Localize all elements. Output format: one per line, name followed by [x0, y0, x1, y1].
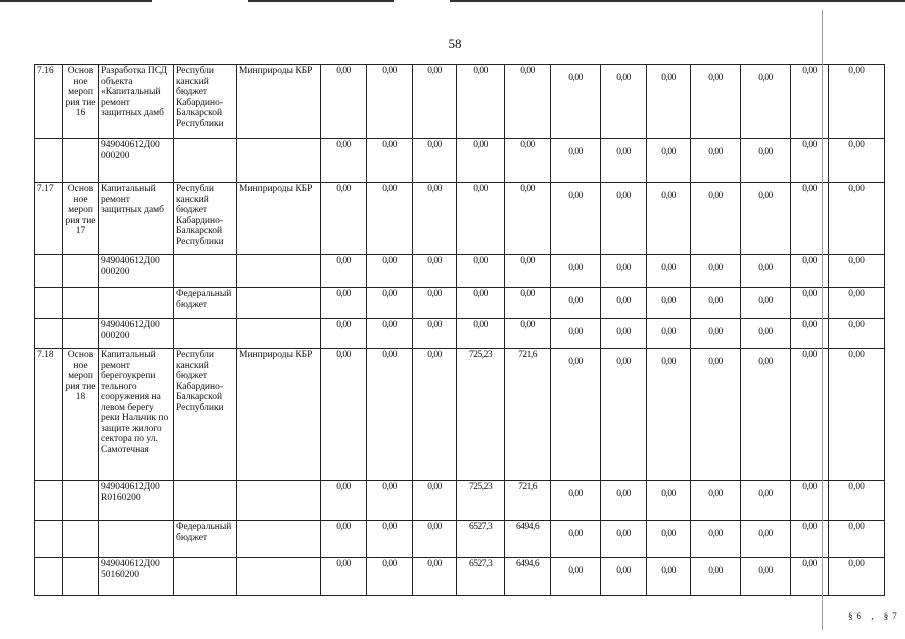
value-cell: 0,00: [601, 183, 647, 255]
value-cell: 0,00: [741, 319, 791, 349]
value-cell: 0,00: [321, 349, 367, 481]
value-cell: 0,00: [457, 288, 505, 319]
value-cell: 6527,3: [457, 558, 505, 596]
value-cell: 0,00: [791, 521, 829, 558]
value-cell: 0,00: [647, 183, 691, 255]
funding-source: Федеральный бюджет: [174, 288, 237, 319]
event-type: [63, 521, 99, 558]
value-cell: 0,00: [505, 139, 551, 183]
value-cell: 6494,6: [505, 558, 551, 596]
value-cell-last: 0,00: [829, 288, 885, 319]
funding-source: Республи канский бюджет Кабардино-Балкарской Республики: [174, 65, 237, 139]
funding-source: [174, 255, 237, 288]
value-cell: 0,00: [691, 558, 741, 596]
value-cell: 0,00: [367, 558, 413, 596]
value-cell: 0,00: [457, 255, 505, 288]
value-cell: 0,00: [551, 288, 601, 319]
value-cell: 0,00: [413, 521, 457, 558]
row-number: 7.17: [35, 183, 63, 255]
value-cell: 0,00: [367, 319, 413, 349]
row-number: [35, 139, 63, 183]
event-type: Основ ное мероп рия тие 17: [63, 183, 99, 255]
executor: [237, 481, 321, 521]
event-type: [63, 288, 99, 319]
value-cell: 721,6: [505, 349, 551, 481]
row-number: 7.18: [35, 349, 63, 481]
table-row: [35, 319, 885, 349]
value-cell: 0,00: [367, 521, 413, 558]
top-rule-left: [0, 0, 152, 2]
value-cell: 0,00: [601, 65, 647, 139]
value-cell: 0,00: [791, 288, 829, 319]
value-cell: 0,00: [647, 288, 691, 319]
table-row: [35, 65, 885, 139]
value-cell: 0,00: [741, 349, 791, 481]
value-cell: 0,00: [791, 558, 829, 596]
value-cell: 0,00: [691, 65, 741, 139]
value-cell: 0,00: [741, 65, 791, 139]
value-cell: 0,00: [505, 255, 551, 288]
event-name: Капитальный ремонт защитных дамб: [99, 183, 174, 255]
value-cell: 0,00: [601, 288, 647, 319]
value-cell: 0,00: [413, 349, 457, 481]
value-cell: 0,00: [367, 349, 413, 481]
value-cell: 0,00: [647, 255, 691, 288]
event-name: 949040612Д00 000200: [99, 319, 174, 349]
value-cell: 0,00: [691, 349, 741, 481]
event-name: 949040612Д00 000200: [99, 139, 174, 183]
program-table: [34, 64, 885, 596]
event-type: [63, 481, 99, 521]
table-row: [35, 481, 885, 521]
event-name: 949040612Д00 000200: [99, 255, 174, 288]
executor: [237, 558, 321, 596]
value-cell-last: 0,00: [829, 558, 885, 596]
value-cell: 0,00: [551, 481, 601, 521]
value-cell-last: 0,00: [829, 521, 885, 558]
value-cell: 0,00: [647, 319, 691, 349]
executor: [237, 139, 321, 183]
row-number: [35, 255, 63, 288]
value-cell: 0,00: [321, 319, 367, 349]
executor: [237, 255, 321, 288]
event-name: 949040612Д00 R0160200: [99, 481, 174, 521]
value-cell: 0,00: [505, 183, 551, 255]
value-cell: 6494,6: [505, 521, 551, 558]
value-cell-last: 0,00: [829, 139, 885, 183]
value-cell: 721,6: [505, 481, 551, 521]
value-cell: 0,00: [551, 183, 601, 255]
margin-line: [822, 10, 823, 630]
row-number: [35, 481, 63, 521]
table-row: [35, 288, 885, 319]
value-cell: 0,00: [791, 319, 829, 349]
event-type: [63, 319, 99, 349]
value-cell: 0,00: [551, 558, 601, 596]
value-cell: 725,23: [457, 349, 505, 481]
top-rule-right: [450, 0, 905, 2]
value-cell: 0,00: [647, 521, 691, 558]
value-cell: 0,00: [647, 139, 691, 183]
value-cell: 0,00: [413, 481, 457, 521]
value-cell: 0,00: [505, 288, 551, 319]
value-cell: 0,00: [601, 521, 647, 558]
row-number: [35, 521, 63, 558]
value-cell: 0,00: [691, 288, 741, 319]
footer-marks: §6 , §7: [848, 611, 901, 621]
funding-source: [174, 139, 237, 183]
value-cell: 0,00: [791, 349, 829, 481]
value-cell: 0,00: [321, 183, 367, 255]
row-number: [35, 319, 63, 349]
event-name: Капитальный ремонт берегоукрепи тельного сооружения на левом берегу реки Нальчик по защите жилого сектора по ул. Самотечная: [99, 349, 174, 481]
value-cell: 0,00: [741, 183, 791, 255]
value-cell: 0,00: [413, 319, 457, 349]
value-cell: 0,00: [791, 139, 829, 183]
value-cell: 0,00: [367, 481, 413, 521]
executor: [237, 521, 321, 558]
value-cell-last: 0,00: [829, 183, 885, 255]
value-cell: 0,00: [413, 183, 457, 255]
event-name: [99, 288, 174, 319]
value-cell: 0,00: [791, 255, 829, 288]
page-number: 58: [448, 36, 462, 51]
value-cell: 0,00: [647, 349, 691, 481]
event-name: Разработка ПСД объекта «Капитальный ремонт защитных дамб: [99, 65, 174, 139]
value-cell: 0,00: [691, 183, 741, 255]
value-cell: 0,00: [367, 139, 413, 183]
event-type: [63, 255, 99, 288]
value-cell: 0,00: [321, 558, 367, 596]
funding-source: Республи канский бюджет Кабардино-Балкарской Республики: [174, 183, 237, 255]
value-cell: 0,00: [551, 349, 601, 481]
value-cell: 0,00: [601, 349, 647, 481]
value-cell: 0,00: [741, 288, 791, 319]
value-cell: 0,00: [457, 139, 505, 183]
value-cell: 0,00: [551, 319, 601, 349]
executor: [237, 319, 321, 349]
value-cell: 0,00: [505, 65, 551, 139]
event-type: Основ ное мероп рия тие 18: [63, 349, 99, 481]
event-type: [63, 139, 99, 183]
value-cell: 0,00: [647, 558, 691, 596]
row-number: 7.16: [35, 65, 63, 139]
row-number: [35, 288, 63, 319]
value-cell: 0,00: [413, 139, 457, 183]
value-cell: 0,00: [321, 521, 367, 558]
value-cell: 0,00: [601, 255, 647, 288]
value-cell: 0,00: [741, 139, 791, 183]
value-cell: 0,00: [741, 255, 791, 288]
value-cell: 0,00: [647, 481, 691, 521]
value-cell: 0,00: [551, 65, 601, 139]
value-cell: 0,00: [601, 481, 647, 521]
event-name: 949040612Д00 50160200: [99, 558, 174, 596]
table-row: [35, 558, 885, 596]
value-cell: 0,00: [457, 65, 505, 139]
value-cell: 0,00: [647, 65, 691, 139]
value-cell-last: 0,00: [829, 319, 885, 349]
value-cell: 0,00: [321, 481, 367, 521]
value-cell: 0,00: [551, 139, 601, 183]
value-cell: 0,00: [321, 139, 367, 183]
value-cell: 0,00: [551, 521, 601, 558]
value-cell: 0,00: [367, 288, 413, 319]
funding-source: Республи канский бюджет Кабардино-Балкарской Республики: [174, 349, 237, 481]
funding-source: [174, 319, 237, 349]
event-type: Основ ное мероп рия тие 16: [63, 65, 99, 139]
event-type: [63, 558, 99, 596]
value-cell: 0,00: [321, 255, 367, 288]
value-cell: 0,00: [791, 183, 829, 255]
value-cell: 0,00: [691, 139, 741, 183]
executor: Минприроды КБР: [237, 183, 321, 255]
value-cell-last: 0,00: [829, 349, 885, 481]
table-body: [35, 65, 885, 596]
value-cell: 0,00: [457, 319, 505, 349]
value-cell: 0,00: [791, 481, 829, 521]
value-cell: 0,00: [413, 558, 457, 596]
executor: Минприроды КБР: [237, 349, 321, 481]
event-name: [99, 521, 174, 558]
value-cell: 0,00: [321, 65, 367, 139]
value-cell: 0,00: [413, 65, 457, 139]
value-cell: 0,00: [601, 139, 647, 183]
funding-source: [174, 481, 237, 521]
value-cell: 725,23: [457, 481, 505, 521]
value-cell: 0,00: [691, 255, 741, 288]
top-rule-middle: [248, 0, 394, 2]
executor: Минприроды КБР: [237, 65, 321, 139]
value-cell: 0,00: [601, 319, 647, 349]
value-cell: 0,00: [691, 481, 741, 521]
value-cell: 0,00: [741, 521, 791, 558]
value-cell: 0,00: [413, 288, 457, 319]
row-number: [35, 558, 63, 596]
value-cell: 0,00: [551, 255, 601, 288]
value-cell: 0,00: [691, 319, 741, 349]
value-cell: 0,00: [321, 288, 367, 319]
value-cell: 0,00: [601, 558, 647, 596]
value-cell: 0,00: [791, 65, 829, 139]
funding-source: Федеральный бюджет: [174, 521, 237, 558]
value-cell: 0,00: [367, 183, 413, 255]
value-cell: 0,00: [741, 558, 791, 596]
table-row: [35, 349, 885, 481]
table-row: [35, 255, 885, 288]
value-cell: 0,00: [367, 255, 413, 288]
value-cell: 0,00: [413, 255, 457, 288]
value-cell: 6527,3: [457, 521, 505, 558]
value-cell: 0,00: [367, 65, 413, 139]
value-cell: 0,00: [741, 481, 791, 521]
executor: [237, 288, 321, 319]
value-cell-last: 0,00: [829, 255, 885, 288]
table-row: [35, 139, 885, 183]
value-cell-last: 0,00: [829, 65, 885, 139]
value-cell-last: 0,00: [829, 481, 885, 521]
value-cell: 0,00: [505, 319, 551, 349]
value-cell: 0,00: [457, 183, 505, 255]
table-row: [35, 183, 885, 255]
funding-source: [174, 558, 237, 596]
table-row: [35, 521, 885, 558]
value-cell: 0,00: [691, 521, 741, 558]
